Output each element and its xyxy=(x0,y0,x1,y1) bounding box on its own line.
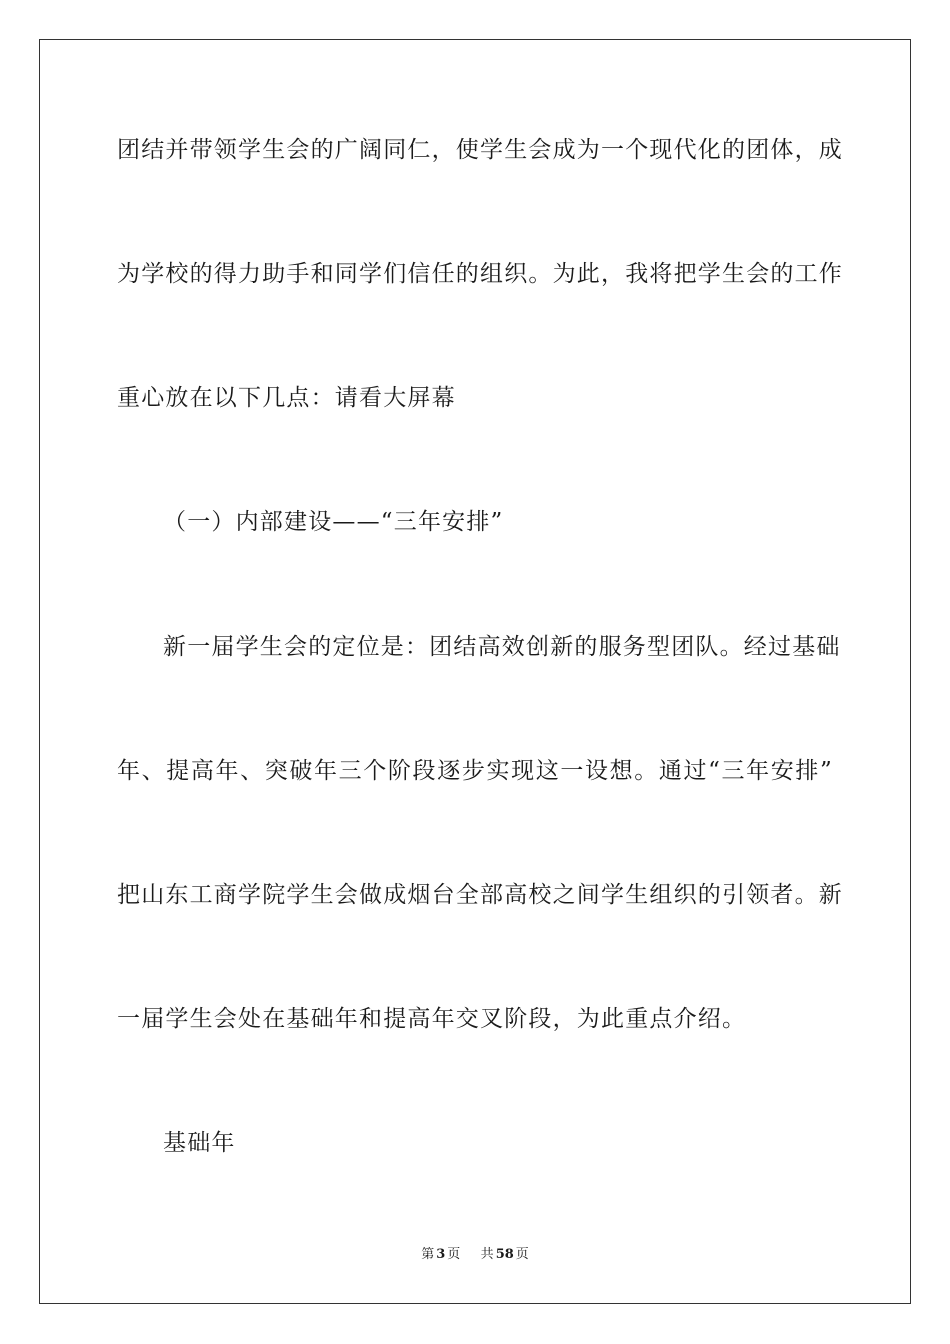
paragraph-line: 重心放在以下几点：请看大屏幕 xyxy=(117,385,456,411)
page-suffix: 页 xyxy=(447,1247,461,1262)
page-border xyxy=(39,39,911,1304)
total-suffix: 页 xyxy=(515,1247,529,1262)
paragraph-line: 把山东工商学院学生会做成烟台全部高校之间学生组织的引领者。新 xyxy=(117,882,843,908)
total-pages: 58 xyxy=(495,1247,514,1262)
total-prefix: 共 xyxy=(480,1247,494,1262)
paragraph-line: 新一届学生会的定位是：团结高效创新的服务型团队。经过基础 xyxy=(163,634,841,660)
page-number: 3 xyxy=(436,1247,446,1262)
paragraph-line: 年、提高年、突破年三个阶段逐步实现这一设想。通过“三年安排” xyxy=(117,758,833,784)
page-indicator xyxy=(419,1247,462,1262)
section-heading: （一）内部建设——“三年安排” xyxy=(163,509,504,535)
page-footer xyxy=(0,1246,950,1264)
paragraph-line: 一届学生会处在基础年和提高年交叉阶段，为此重点介绍。 xyxy=(117,1006,747,1032)
paragraph-line: 为学校的得力助手和同学们信任的组织。为此，我将把学生会的工作 xyxy=(117,261,843,287)
total-indicator xyxy=(479,1247,531,1262)
page-prefix: 第 xyxy=(421,1247,435,1262)
paragraph-line: 团结并带领学生会的广阔同仁，使学生会成为一个现代化的团体，成 xyxy=(117,137,843,163)
subheading: 基础年 xyxy=(163,1130,236,1156)
